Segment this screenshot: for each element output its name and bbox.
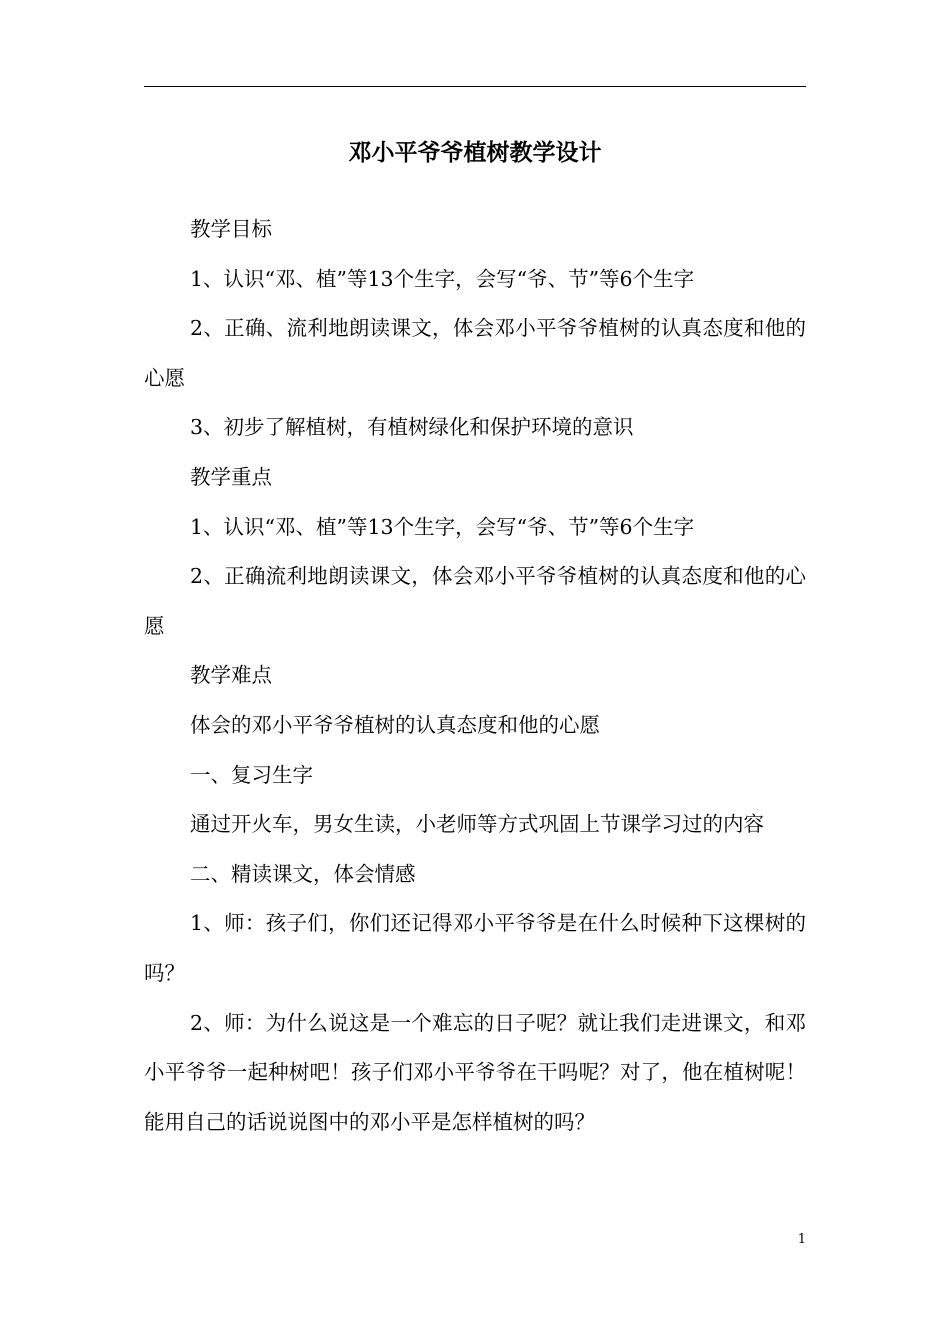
- page-number: 1: [797, 1232, 806, 1247]
- key-point-1: 1、认识“邓、植”等13个生字，会写“爷、节”等6个生字: [190, 514, 695, 539]
- objective-1: 1、认识“邓、植”等13个生字，会写“爷、节”等6个生字: [190, 266, 695, 291]
- close-reading-item-2: 2、师：为什么说这是一个难忘的日子呢？就让我们走进课文，和邓小平爷爷一起种树吧！孩子们邓小平爷爷在干吗呢？对了，他在植树呢！能用自己的话说说图中的邓小平是怎样植树的吗？: [144, 1010, 806, 1134]
- review-text: 通过开火车，男女生读，小老师等方式巩固上节课学习过的内容: [190, 812, 764, 837]
- step-heading-review: 一、复习生字: [190, 762, 313, 787]
- step-heading-close-reading: 二、精读课文，体会情感: [190, 861, 416, 886]
- key-point-2: 2、正确流利地朗读课文，体会邓小平爷爷植树的认真态度和他的心愿: [144, 564, 806, 638]
- header-rule: [144, 86, 806, 87]
- objective-3: 3、初步了解植树，有植树绿化和保护环境的意识: [190, 415, 634, 440]
- section-heading-key-points: 教学重点: [190, 464, 272, 489]
- objective-2: 2、正确、流利地朗读课文，体会邓小平爷爷植树的认真态度和他的心愿: [144, 316, 806, 390]
- difficulty-1: 体会的邓小平爷爷植树的认真态度和他的心愿: [190, 712, 600, 737]
- close-reading-item-1: 1、师：孩子们，你们还记得邓小平爷爷是在什么时候种下这棵树的吗？: [144, 911, 806, 985]
- document-body: [144, 205, 806, 1147]
- document-title: 邓小平爷爷植树教学设计: [348, 139, 602, 166]
- section-heading-difficulties: 教学难点: [190, 663, 272, 688]
- section-heading-objectives: 教学目标: [190, 217, 272, 241]
